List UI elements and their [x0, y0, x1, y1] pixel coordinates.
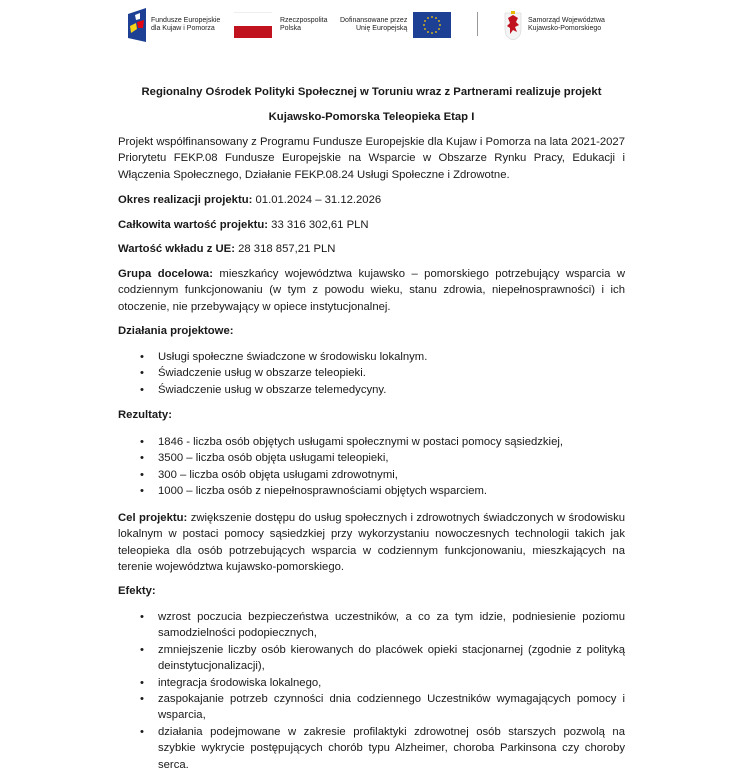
period-line: [118, 192, 625, 208]
list-item-text: 1846 - liczba osób objętych usługami społecznymi w postaci pomocy sąsiedzkiej,: [158, 436, 563, 448]
bullet-icon: •: [140, 351, 144, 363]
target-group-label: Grupa docelowa:: [118, 268, 213, 280]
eu-cofinanced-text: [340, 17, 407, 34]
coat-of-arms-icon: [504, 10, 522, 40]
bullet-icon: •: [140, 611, 144, 623]
actions-heading: [118, 323, 625, 339]
logo-divider: [477, 12, 478, 36]
period-label: Okres realizacji projektu:: [118, 194, 253, 206]
logo-text-line: Kujawsko-Pomorskiego: [528, 25, 602, 32]
list-item-text: Świadczenie usług w obszarze telemedycyny.: [158, 383, 387, 396]
bullet-icon: •: [140, 436, 144, 448]
list-item-text: 300 – liczba osób objęta usługami zdrowotnymi,: [158, 468, 398, 481]
list-item-text: Świadczenie usług w obszarze teleopieki.: [158, 367, 366, 380]
logo-text-line: Polska: [280, 25, 302, 32]
eu-value-label: Wartość wkładu z UE:: [118, 243, 235, 255]
samorzad-kp-text: [528, 17, 605, 34]
goal-label: Cel projektu:: [118, 512, 188, 524]
eu-value-amount: 28 318 857,21 PLN: [234, 243, 336, 255]
list-item: [118, 450, 625, 466]
list-item-text: działania podejmowane w zakresie profilaktyki zdrowotnej osób starszych pozwolą na szybkie wykrycie postępujących chorób typu Alzheimer, choroba Parkinsona czy choroby serca.: [158, 725, 625, 771]
results-heading: [118, 407, 625, 423]
logo-text-line: Dofinansowane przez: [340, 16, 408, 24]
bullet-icon: •: [140, 485, 144, 498]
list-item: [118, 724, 625, 773]
period-value: 01.01.2024 – 31.12.2026: [252, 194, 382, 206]
bullet-icon: •: [140, 676, 144, 689]
document-title: Regionalny Ośrodek Polityki Społecznej w Toruniu wraz z Partnerami realizuje projekt: [141, 86, 602, 98]
total-value-label: Całkowita wartość projektu:: [118, 219, 269, 231]
logo-text-line: dla Kujaw i Pomorza: [151, 25, 215, 32]
bullet-icon: •: [140, 367, 144, 380]
list-item: [118, 675, 625, 691]
rzeczpospolita-polska-logo: [234, 8, 327, 42]
project-name: Kujawsko-Pomorska Teleopieka Etap I: [268, 111, 475, 123]
list-item-text: 3500 – liczba osób objęta usługami teleopieki,: [158, 452, 389, 465]
eu-cofinanced-logo: [340, 8, 451, 42]
results-list: [118, 434, 625, 500]
logo-bar: [0, 8, 755, 42]
bullet-icon: •: [140, 643, 144, 656]
total-value-amount: 33 316 302,61 PLN: [268, 219, 369, 231]
list-item-text: 1000 – liczba osób z niepełnosprawnościami objętych wsparciem.: [158, 485, 488, 498]
list-item: [118, 483, 625, 499]
intro-paragraph: Projekt współfinansowany z Programu Fundusze Europejskie dla Kujaw i Pomorza na lata 2021-2027 Priorytetu FEKP.08 Fundusze Europejskie na Wsparcie w Obszarze Rynku Pracy, Edukacji i Włączenia Społecznego, Działanie FEKP.08.24 Usługi Społeczne i Zdrowotne.: [118, 136, 625, 181]
logo-text-line: Samorząd Województwa: [528, 16, 605, 24]
total-value-line: [118, 217, 625, 233]
list-item: [118, 382, 625, 398]
list-item: [118, 609, 625, 642]
rzeczpospolita-polska-text: [280, 17, 327, 34]
list-item: [118, 365, 625, 381]
list-item: [118, 434, 625, 450]
eu-flag-icon: [413, 12, 451, 38]
effects-heading: [118, 583, 625, 599]
list-item-text: zmniejszenie liczby osób kierowanych do placówek opieki stacjonarnej (zgodnie z polityką deinstytucjonalizacji),: [158, 643, 625, 673]
logo-text-line: Fundusze Europejskie: [151, 16, 221, 24]
fundusze-europejskie-icon: [126, 8, 146, 42]
bullet-icon: •: [140, 452, 144, 465]
eu-value-line: [118, 241, 625, 257]
logo-text-line: Unię Europejską: [355, 25, 408, 32]
list-item-text: zaspokajanie potrzeb czynności dnia codziennego Uczestników wymagających pomocy i wsparcia,: [158, 693, 625, 722]
list-item-text: wzrost poczucia bezpieczeństwa uczestników, a co za tym idzie, podniesienie poziomu samodzielności podopiecznych,: [158, 611, 625, 640]
list-item: [118, 691, 625, 724]
bullet-icon: •: [140, 383, 144, 396]
goal-text: zwiększenie dostępu do usług społecznych i zdrowotnych świadczonych w środowisku lokalnym w postaci pomocy sąsiedzkiej przy wykorzystaniu nowoczesnych technologii takich jak teleopieka dla osób potrzebujących wsparcia w codziennym funkcjonowaniu, mieszkających na terenie województwa kujawsko-pomorskiego.: [118, 512, 626, 574]
polish-flag-icon: [234, 12, 272, 38]
results-heading-text: Rezultaty:: [118, 409, 172, 421]
fundusze-europejskie-logo: [126, 8, 220, 42]
effects-heading-text: Efekty:: [118, 585, 156, 597]
effects-list: [118, 609, 625, 773]
target-group-paragraph: [118, 266, 625, 315]
bullet-icon: •: [140, 693, 144, 706]
list-item: [118, 467, 625, 483]
actions-list: [118, 349, 625, 398]
logo-text-line: Rzeczpospolita: [280, 16, 328, 24]
list-item-text: integracja środowiska lokalnego,: [158, 676, 322, 689]
list-item: [118, 349, 625, 365]
target-group-text: mieszkańcy województwa kujawsko – pomorskiego potrzebujący wsparcia w codziennym funkcjonowaniu (w tym z powodu wieku, stanu zdrowia, niepełnosprawności) i ich otoczenie, nie przebywający w opiece instytucjonalnej.: [118, 268, 625, 313]
bullet-icon: •: [140, 725, 144, 738]
actions-heading-text: Działania projektowe:: [118, 325, 234, 337]
list-item-text: Usługi społeczne świadczone w środowisku lokalnym.: [158, 351, 428, 363]
list-item: [118, 642, 625, 675]
samorzad-kp-logo: [504, 8, 605, 42]
fundusze-europejskie-text: [151, 17, 220, 34]
goal-paragraph: [118, 510, 625, 576]
bullet-icon: •: [140, 468, 144, 481]
